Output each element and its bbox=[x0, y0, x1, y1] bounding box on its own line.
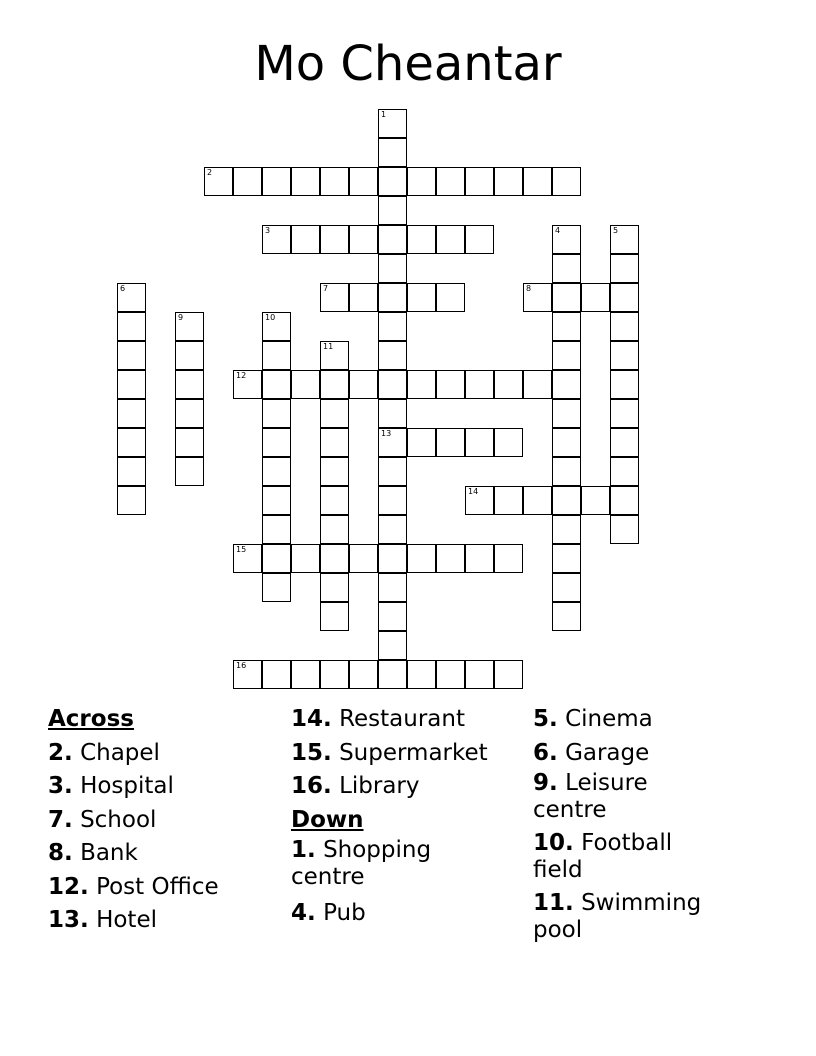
cell-number: 12 bbox=[236, 371, 247, 380]
crossword-cell[interactable] bbox=[349, 660, 378, 689]
clue-number: 1. bbox=[291, 837, 316, 863]
clue-text: School bbox=[80, 806, 157, 833]
crossword-cell[interactable] bbox=[494, 486, 523, 515]
cell-number: 7 bbox=[323, 284, 329, 293]
crossword-cell[interactable] bbox=[320, 457, 349, 486]
crossword-cell[interactable] bbox=[436, 428, 465, 457]
clue-number: 9. bbox=[533, 770, 558, 796]
crossword-cell[interactable] bbox=[378, 196, 407, 225]
crossword-cell[interactable] bbox=[465, 167, 494, 196]
clue-across-3 bbox=[48, 770, 278, 804]
crossword-cell[interactable] bbox=[552, 457, 581, 486]
crossword-cell[interactable] bbox=[378, 486, 407, 515]
crossword-cell[interactable] bbox=[320, 428, 349, 457]
crossword-cell[interactable] bbox=[552, 283, 581, 312]
crossword-cell[interactable] bbox=[552, 370, 581, 399]
clue-number: 2. bbox=[48, 739, 73, 766]
crossword-cell[interactable] bbox=[117, 370, 146, 399]
crossword-cell[interactable] bbox=[320, 399, 349, 428]
crossword-cell[interactable] bbox=[610, 515, 639, 544]
cell-number: 5 bbox=[613, 226, 619, 235]
crossword-cell[interactable] bbox=[291, 225, 320, 254]
crossword-cell[interactable] bbox=[262, 515, 291, 544]
clue-across-13 bbox=[48, 904, 278, 938]
crossword-cell[interactable] bbox=[523, 283, 552, 312]
clue-text: Bank bbox=[80, 840, 138, 866]
crossword-cell[interactable] bbox=[465, 486, 494, 515]
crossword-cell[interactable] bbox=[378, 225, 407, 254]
clue-number: 5. bbox=[533, 706, 558, 732]
crossword-cell[interactable] bbox=[378, 631, 407, 660]
crossword-cell[interactable] bbox=[378, 602, 407, 631]
clue-column-1 bbox=[48, 703, 278, 938]
crossword-cell[interactable] bbox=[378, 109, 407, 138]
crossword-cell[interactable] bbox=[610, 399, 639, 428]
crossword-cell[interactable] bbox=[552, 428, 581, 457]
crossword-cell[interactable] bbox=[581, 283, 610, 312]
crossword-cell[interactable] bbox=[610, 370, 639, 399]
crossword-cell[interactable] bbox=[291, 660, 320, 689]
crossword-cell[interactable] bbox=[494, 167, 523, 196]
crossword-cell[interactable] bbox=[610, 486, 639, 515]
crossword-cell[interactable] bbox=[175, 399, 204, 428]
crossword-cell[interactable] bbox=[233, 370, 262, 399]
crossword-cell[interactable] bbox=[610, 254, 639, 283]
crossword-cell[interactable] bbox=[610, 312, 639, 341]
down-heading: Down bbox=[291, 806, 364, 833]
crossword-cell[interactable] bbox=[436, 660, 465, 689]
crossword-cell[interactable] bbox=[523, 167, 552, 196]
crossword-cell[interactable] bbox=[320, 602, 349, 631]
clue-down-5 bbox=[533, 703, 733, 737]
clue-across-14 bbox=[291, 703, 526, 737]
cell-number: 1 bbox=[381, 110, 387, 119]
clue-number: 4. bbox=[291, 900, 316, 926]
crossword-cell[interactable] bbox=[436, 225, 465, 254]
crossword-cell[interactable] bbox=[291, 370, 320, 399]
crossword-cell[interactable] bbox=[494, 370, 523, 399]
crossword-cell[interactable] bbox=[378, 341, 407, 370]
crossword-cell[interactable] bbox=[407, 660, 436, 689]
crossword-cell[interactable] bbox=[262, 399, 291, 428]
crossword-cell[interactable] bbox=[552, 254, 581, 283]
clue-number: 16. bbox=[291, 773, 332, 799]
crossword-cell[interactable] bbox=[320, 660, 349, 689]
across-heading: Across bbox=[48, 706, 134, 732]
crossword-cell[interactable] bbox=[552, 544, 581, 573]
clue-number: 15. bbox=[291, 739, 332, 766]
crossword-cell[interactable] bbox=[407, 283, 436, 312]
clue-number: 14. bbox=[291, 706, 332, 732]
crossword-cell[interactable] bbox=[552, 312, 581, 341]
crossword-cell[interactable] bbox=[175, 341, 204, 370]
crossword-cell[interactable] bbox=[465, 660, 494, 689]
crossword-cell[interactable] bbox=[262, 660, 291, 689]
crossword-cell[interactable] bbox=[262, 457, 291, 486]
cell-number: 3 bbox=[265, 226, 271, 235]
crossword-cell[interactable] bbox=[378, 660, 407, 689]
crossword-cell[interactable] bbox=[436, 370, 465, 399]
cell-number: 8 bbox=[526, 284, 532, 293]
crossword-cell[interactable] bbox=[407, 167, 436, 196]
crossword-cell[interactable] bbox=[262, 167, 291, 196]
crossword-cell[interactable] bbox=[378, 457, 407, 486]
clue-down-9 bbox=[533, 770, 683, 824]
crossword-cell[interactable] bbox=[117, 341, 146, 370]
cell-number: 11 bbox=[323, 342, 334, 351]
crossword-cell[interactable] bbox=[610, 225, 639, 254]
clue-text: Leisure centre bbox=[533, 770, 648, 823]
crossword-cell[interactable] bbox=[117, 486, 146, 515]
crossword-cell[interactable] bbox=[117, 399, 146, 428]
crossword-cell[interactable] bbox=[349, 370, 378, 399]
cell-number: 2 bbox=[207, 168, 213, 177]
crossword-cell[interactable] bbox=[320, 370, 349, 399]
clue-number: 8. bbox=[48, 840, 73, 866]
clue-text: Shopping centre bbox=[291, 837, 432, 890]
crossword-cell[interactable] bbox=[407, 370, 436, 399]
crossword-cell[interactable] bbox=[378, 254, 407, 283]
crossword-cell[interactable] bbox=[552, 515, 581, 544]
crossword-cell[interactable] bbox=[378, 544, 407, 573]
cell-number: 4 bbox=[555, 226, 561, 235]
crossword-cell[interactable] bbox=[407, 428, 436, 457]
crossword-cell[interactable] bbox=[436, 283, 465, 312]
crossword-cell[interactable] bbox=[291, 167, 320, 196]
cell-number: 14 bbox=[468, 487, 479, 496]
crossword-cell[interactable] bbox=[378, 283, 407, 312]
clue-text: Chapel bbox=[80, 739, 160, 766]
crossword-cell[interactable] bbox=[465, 544, 494, 573]
crossword-cell[interactable] bbox=[610, 283, 639, 312]
clue-number: 7. bbox=[48, 806, 73, 833]
crossword-cell[interactable] bbox=[378, 399, 407, 428]
cell-number: 15 bbox=[236, 545, 247, 554]
crossword-cell[interactable] bbox=[320, 341, 349, 370]
crossword-cell[interactable] bbox=[436, 167, 465, 196]
crossword-cell[interactable] bbox=[552, 399, 581, 428]
crossword-cell[interactable] bbox=[320, 544, 349, 573]
crossword-cell[interactable] bbox=[320, 225, 349, 254]
crossword-cell[interactable] bbox=[436, 544, 465, 573]
clue-across-16 bbox=[291, 770, 526, 804]
crossword-cell[interactable] bbox=[117, 283, 146, 312]
crossword-cell[interactable] bbox=[117, 457, 146, 486]
crossword-cell[interactable] bbox=[349, 283, 378, 312]
cell-number: 13 bbox=[381, 429, 392, 438]
clue-number: 11. bbox=[533, 890, 574, 916]
clue-text: Football field bbox=[533, 830, 673, 883]
clue-number: 12. bbox=[48, 873, 89, 900]
crossword-cell[interactable] bbox=[320, 486, 349, 515]
crossword-cell[interactable] bbox=[407, 544, 436, 573]
crossword-cell[interactable] bbox=[465, 428, 494, 457]
crossword-cell[interactable] bbox=[378, 428, 407, 457]
crossword-cell[interactable] bbox=[349, 167, 378, 196]
crossword-cell[interactable] bbox=[610, 341, 639, 370]
clue-text: Pub bbox=[323, 900, 366, 926]
crossword-cell[interactable] bbox=[378, 167, 407, 196]
clue-down-1 bbox=[291, 837, 461, 891]
crossword-cell[interactable] bbox=[175, 312, 204, 341]
crossword-cell[interactable] bbox=[465, 225, 494, 254]
clue-text: Hotel bbox=[96, 907, 157, 933]
crossword-cell[interactable] bbox=[552, 341, 581, 370]
clue-number: 3. bbox=[48, 773, 73, 799]
crossword-cell[interactable] bbox=[117, 428, 146, 457]
clue-number: 10. bbox=[533, 830, 574, 856]
cell-number: 6 bbox=[120, 284, 126, 293]
crossword-cell[interactable] bbox=[552, 167, 581, 196]
clue-text: Swimming pool bbox=[533, 890, 702, 943]
crossword-cell[interactable] bbox=[378, 573, 407, 602]
puzzle-title: Mo Cheantar bbox=[254, 36, 562, 92]
crossword-cell[interactable] bbox=[262, 573, 291, 602]
crossword-cell[interactable] bbox=[378, 312, 407, 341]
clue-down-4 bbox=[291, 897, 526, 931]
cell-number: 16 bbox=[236, 661, 247, 670]
crossword-cell[interactable] bbox=[175, 457, 204, 486]
crossword-cell[interactable] bbox=[175, 370, 204, 399]
clue-column-2 bbox=[291, 703, 526, 931]
crossword-cell[interactable] bbox=[262, 312, 291, 341]
crossword-cell[interactable] bbox=[494, 544, 523, 573]
crossword-cell[interactable] bbox=[552, 602, 581, 631]
crossword-cell[interactable] bbox=[523, 486, 552, 515]
crossword-cell[interactable] bbox=[349, 225, 378, 254]
crossword-cell[interactable] bbox=[204, 167, 233, 196]
crossword-cell[interactable] bbox=[320, 283, 349, 312]
crossword-cell[interactable] bbox=[349, 544, 378, 573]
crossword-cell[interactable] bbox=[552, 573, 581, 602]
crossword-cell[interactable] bbox=[378, 515, 407, 544]
crossword-cell[interactable] bbox=[552, 486, 581, 515]
crossword-cell[interactable] bbox=[320, 167, 349, 196]
clue-column-3 bbox=[533, 703, 733, 950]
clue-text: Garage bbox=[565, 739, 650, 766]
crossword-cell[interactable] bbox=[262, 341, 291, 370]
crossword-cell[interactable] bbox=[262, 486, 291, 515]
clue-across-2 bbox=[48, 737, 278, 771]
clue-text: Post Office bbox=[96, 873, 219, 900]
clue-text: Supermarket bbox=[339, 739, 488, 766]
clue-down-6 bbox=[533, 737, 733, 771]
crossword-cell[interactable] bbox=[581, 486, 610, 515]
crossword-cell[interactable] bbox=[378, 138, 407, 167]
crossword-cell[interactable] bbox=[233, 167, 262, 196]
clue-down-10 bbox=[533, 830, 703, 884]
clue-down-11 bbox=[533, 890, 728, 944]
crossword-cell[interactable] bbox=[494, 660, 523, 689]
crossword-cell[interactable] bbox=[291, 544, 320, 573]
crossword-cell[interactable] bbox=[262, 428, 291, 457]
crossword-cell[interactable] bbox=[407, 225, 436, 254]
crossword-cell[interactable] bbox=[494, 428, 523, 457]
clue-across-7 bbox=[48, 804, 278, 838]
crossword-cell[interactable] bbox=[320, 515, 349, 544]
crossword-cell[interactable] bbox=[262, 370, 291, 399]
crossword-cell[interactable] bbox=[378, 370, 407, 399]
clue-number: 6. bbox=[533, 739, 558, 766]
clue-number: 13. bbox=[48, 907, 89, 933]
crossword-cell[interactable] bbox=[320, 573, 349, 602]
clue-across-12 bbox=[48, 871, 278, 905]
crossword-cell[interactable] bbox=[552, 225, 581, 254]
crossword-cell[interactable] bbox=[233, 544, 262, 573]
crossword-cell[interactable] bbox=[610, 428, 639, 457]
clue-text: Cinema bbox=[565, 706, 653, 732]
clue-text: Restaurant bbox=[339, 706, 465, 732]
clue-across-15 bbox=[291, 737, 526, 771]
crossword-cell[interactable] bbox=[610, 457, 639, 486]
crossword-cell[interactable] bbox=[175, 428, 204, 457]
crossword-cell[interactable] bbox=[523, 370, 552, 399]
clue-text: Library bbox=[339, 773, 420, 799]
crossword-cell[interactable] bbox=[465, 370, 494, 399]
crossword-cell[interactable] bbox=[262, 225, 291, 254]
cell-number: 9 bbox=[178, 313, 184, 322]
clue-text: Hospital bbox=[80, 773, 174, 799]
crossword-cell[interactable] bbox=[117, 312, 146, 341]
cell-number: 10 bbox=[265, 313, 276, 322]
crossword-cell[interactable] bbox=[262, 544, 291, 573]
clue-across-8 bbox=[48, 837, 278, 871]
crossword-cell[interactable] bbox=[233, 660, 262, 689]
